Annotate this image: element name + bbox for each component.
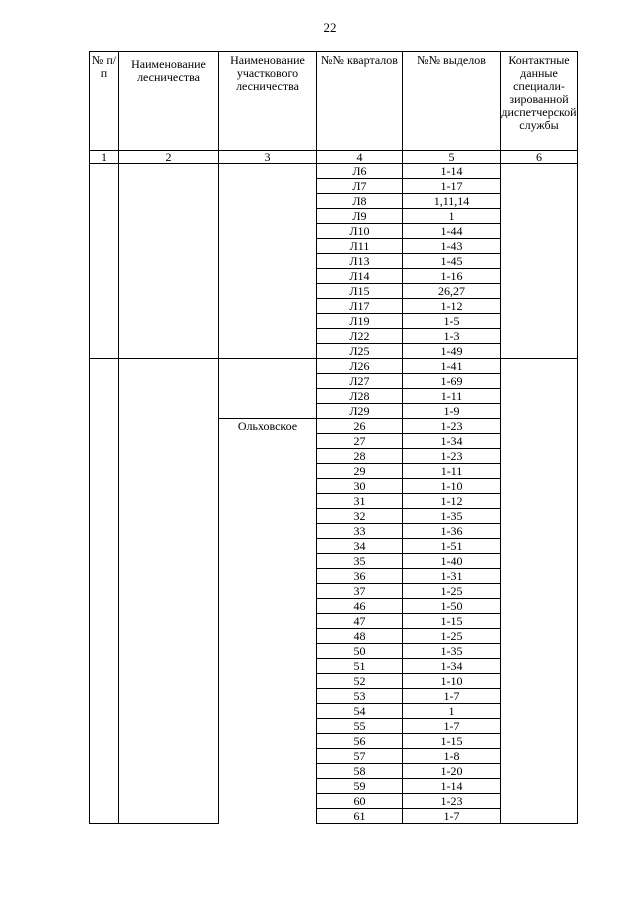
quarter-cell: 46 <box>317 599 403 614</box>
quarter-cell: 58 <box>317 764 403 779</box>
allotment-cell: 1-51 <box>403 539 501 554</box>
quarter-cell: Л11 <box>317 239 403 254</box>
quarter-cell: 37 <box>317 584 403 599</box>
allotment-cell: 1-23 <box>403 419 501 434</box>
forestry-table <box>89 51 578 824</box>
table-body <box>90 164 578 824</box>
quarter-cell: 32 <box>317 509 403 524</box>
quarter-cell: Л25 <box>317 344 403 359</box>
quarter-cell: 28 <box>317 449 403 464</box>
column-number: 4 <box>317 151 403 164</box>
quarter-cell: Л6 <box>317 164 403 179</box>
quarter-cell: 57 <box>317 749 403 764</box>
quarter-cell: 53 <box>317 689 403 704</box>
header-cell-forestry: Наименование лесничества <box>119 52 219 151</box>
column-number: 2 <box>119 151 219 164</box>
quarter-cell: Л14 <box>317 269 403 284</box>
allotment-cell: 1-25 <box>403 629 501 644</box>
allotment-cell: 1,11,14 <box>403 194 501 209</box>
column-number: 6 <box>501 151 578 164</box>
allotment-cell: 1-17 <box>403 179 501 194</box>
allotment-cell: 1-15 <box>403 734 501 749</box>
quarter-cell: Л10 <box>317 224 403 239</box>
allotment-cell: 1-23 <box>403 449 501 464</box>
allotment-cell: 1-35 <box>403 644 501 659</box>
quarter-cell: 33 <box>317 524 403 539</box>
quarter-cell: Л22 <box>317 329 403 344</box>
allotment-cell: 1-14 <box>403 164 501 179</box>
allotment-cell: 1-15 <box>403 614 501 629</box>
allotment-cell: 1-41 <box>403 359 501 374</box>
subforestry-cell <box>219 164 317 359</box>
quarter-cell: 36 <box>317 569 403 584</box>
subforestry-cell <box>219 359 317 419</box>
quarter-cell: 34 <box>317 539 403 554</box>
quarter-cell: 35 <box>317 554 403 569</box>
quarter-cell: 30 <box>317 479 403 494</box>
allotment-cell: 1-43 <box>403 239 501 254</box>
allotment-cell: 1 <box>403 704 501 719</box>
allotment-cell: 1-69 <box>403 374 501 389</box>
allotment-cell: 1-16 <box>403 269 501 284</box>
allotment-cell: 1-35 <box>403 509 501 524</box>
quarter-cell: Л13 <box>317 254 403 269</box>
header-cell-contacts: Контактные данные специали-зированной диспетчерской службы <box>501 52 578 151</box>
allotment-cell: 1-3 <box>403 329 501 344</box>
column-number-row <box>90 151 578 164</box>
allotment-cell: 1-7 <box>403 689 501 704</box>
allotment-cell: 1-5 <box>403 314 501 329</box>
quarter-cell: 31 <box>317 494 403 509</box>
forestry-cell <box>119 164 219 359</box>
number-cell <box>90 359 119 824</box>
quarter-cell: Л9 <box>317 209 403 224</box>
allotment-cell: 1-14 <box>403 779 501 794</box>
contacts-cell <box>501 359 578 824</box>
contacts-cell <box>501 164 578 359</box>
allotment-cell: 1-34 <box>403 434 501 449</box>
allotment-cell: 1-25 <box>403 584 501 599</box>
quarter-cell: Л8 <box>317 194 403 209</box>
allotment-cell: 1 <box>403 209 501 224</box>
allotment-cell: 1-49 <box>403 344 501 359</box>
table-row <box>90 359 578 374</box>
allotment-cell: 1-50 <box>403 599 501 614</box>
allotment-cell: 1-34 <box>403 659 501 674</box>
quarter-cell: 47 <box>317 614 403 629</box>
allotment-cell: 1-45 <box>403 254 501 269</box>
header-cell-allotments: №№ выделов <box>403 52 501 151</box>
column-number: 1 <box>90 151 119 164</box>
quarter-cell: Л28 <box>317 389 403 404</box>
allotment-cell: 1-12 <box>403 494 501 509</box>
quarter-cell: 54 <box>317 704 403 719</box>
column-number: 5 <box>403 151 501 164</box>
quarter-cell: Л27 <box>317 374 403 389</box>
allotment-cell: 1-36 <box>403 524 501 539</box>
quarter-cell: 59 <box>317 779 403 794</box>
allotment-cell: 1-40 <box>403 554 501 569</box>
quarter-cell: Л26 <box>317 359 403 374</box>
allotment-cell: 1-7 <box>403 809 501 824</box>
allotment-cell: 26,27 <box>403 284 501 299</box>
header-row <box>90 52 578 151</box>
allotment-cell: 1-20 <box>403 764 501 779</box>
allotment-cell: 1-7 <box>403 719 501 734</box>
header-cell-number: № п/п <box>90 52 119 151</box>
quarter-cell: Л15 <box>317 284 403 299</box>
allotment-cell: 1-31 <box>403 569 501 584</box>
header-cell-quarters: №№ кварталов <box>317 52 403 151</box>
quarter-cell: 27 <box>317 434 403 449</box>
table-row <box>90 164 578 179</box>
quarter-cell: 29 <box>317 464 403 479</box>
quarter-cell: 51 <box>317 659 403 674</box>
allotment-cell: 1-44 <box>403 224 501 239</box>
forestry-cell <box>119 359 219 824</box>
quarter-cell: 52 <box>317 674 403 689</box>
quarter-cell: 55 <box>317 719 403 734</box>
quarter-cell: 50 <box>317 644 403 659</box>
quarter-cell: Л19 <box>317 314 403 329</box>
allotment-cell: 1-9 <box>403 404 501 419</box>
allotment-cell: 1-12 <box>403 299 501 314</box>
quarter-cell: 60 <box>317 794 403 809</box>
allotment-cell: 1-8 <box>403 749 501 764</box>
quarter-cell: 26 <box>317 419 403 434</box>
allotment-cell: 1-23 <box>403 794 501 809</box>
quarter-cell: Л7 <box>317 179 403 194</box>
allotment-cell: 1-10 <box>403 479 501 494</box>
quarter-cell: Л17 <box>317 299 403 314</box>
quarter-cell: 48 <box>317 629 403 644</box>
quarter-cell: 61 <box>317 809 403 824</box>
quarter-cell: Л29 <box>317 404 403 419</box>
subforestry-name: Ольховское <box>219 419 317 824</box>
allotment-cell: 1-11 <box>403 464 501 479</box>
quarter-cell: 56 <box>317 734 403 749</box>
allotment-cell: 1-11 <box>403 389 501 404</box>
column-number: 3 <box>219 151 317 164</box>
allotment-cell: 1-10 <box>403 674 501 689</box>
header-cell-subforestry: Наименование участкового лесничества <box>219 52 317 151</box>
number-cell <box>90 164 119 359</box>
page-number: 22 <box>323 20 337 35</box>
